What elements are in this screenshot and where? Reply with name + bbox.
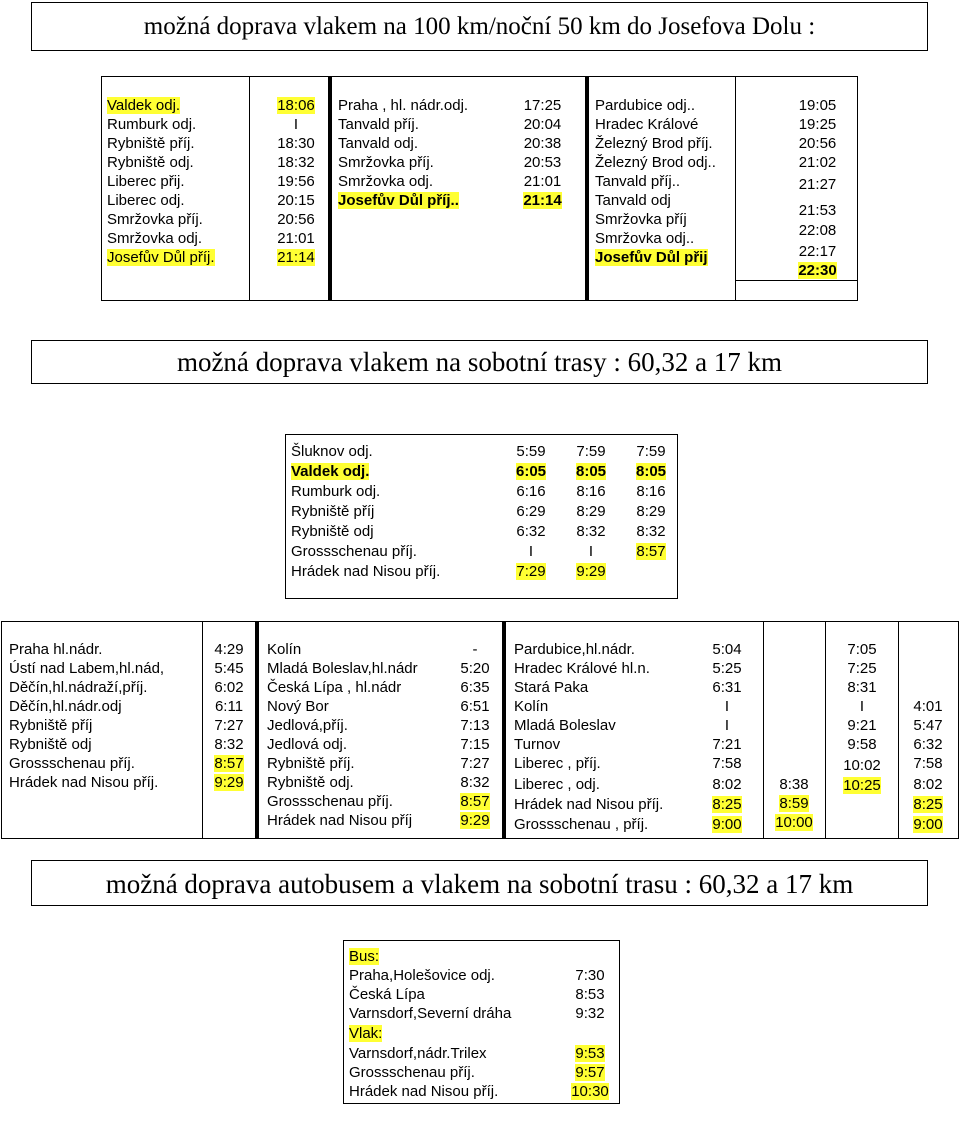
time: I	[859, 698, 865, 715]
station: Josefův Důl přij	[595, 249, 708, 266]
night-b-stations	[338, 96, 468, 210]
time: 8:59	[779, 795, 809, 812]
time: 22:30	[798, 262, 837, 279]
time: 18:30	[277, 135, 315, 152]
multi-p1-times	[204, 640, 254, 792]
time: 8:57	[214, 755, 244, 772]
time: 8:25	[913, 796, 943, 813]
station: Hrádek nad Nisou příj	[267, 812, 413, 829]
station: Smržovka odj..	[595, 230, 695, 247]
time: I	[724, 717, 730, 734]
saturday-stations	[291, 442, 440, 582]
saturday-times-1	[508, 442, 554, 582]
station: Liberec odj.	[107, 192, 185, 209]
night-b-times	[505, 96, 580, 210]
time: 10:25	[843, 777, 881, 794]
station: Rybniště příj.	[107, 135, 195, 152]
station: Rybniště příj	[291, 503, 375, 520]
night-table-border	[101, 76, 858, 301]
time: 10:02	[843, 757, 881, 774]
time: 9:00	[913, 816, 943, 833]
time: 20:04	[523, 116, 562, 133]
time: 7:59	[636, 443, 666, 460]
multi-p2-times	[450, 640, 500, 830]
train-label: Vlak:	[349, 1025, 383, 1042]
heading-saturday-train: možná doprava vlakem na sobotní trasy : 60,32 a 17 km	[31, 340, 928, 384]
station: Hrádek nad Nisou příj.	[514, 796, 664, 813]
multi-p6-times	[901, 697, 955, 834]
station: Hradec Králové hl.n.	[514, 660, 650, 677]
station: Tanvald příj..	[595, 173, 681, 190]
station: Pardubice odj..	[595, 97, 696, 114]
time: 8:57	[460, 793, 490, 810]
time: 8:38	[779, 776, 809, 793]
time: 7:15	[460, 736, 490, 753]
station: Děčín,hl.nádr.odj	[9, 698, 122, 715]
heading-bus-train: možná doprava autobusem a vlakem na sobotní trasu : 60,32 a 17 km	[31, 860, 928, 906]
station: Tanvald odj	[595, 192, 671, 209]
time: 6:32	[516, 523, 546, 540]
time: -	[472, 641, 478, 658]
station: Liberec , odj.	[514, 776, 600, 793]
bus-times	[566, 966, 614, 1101]
time: 18:32	[277, 154, 315, 171]
time: 9:29	[214, 774, 244, 791]
time: 6:35	[460, 679, 490, 696]
time: I	[528, 543, 534, 560]
station: Rybniště odj.	[107, 154, 194, 171]
station: Turnov	[514, 736, 561, 753]
time: 7:27	[460, 755, 490, 772]
time: 5:59	[516, 443, 546, 460]
time: 9:29	[576, 563, 606, 580]
night-c-times	[780, 96, 855, 280]
time: 6:51	[460, 698, 490, 715]
station: Valdek odj.	[291, 463, 370, 480]
time: 7:58	[712, 755, 742, 772]
time: 5:45	[214, 660, 244, 677]
station: Mladá Boleslav,hl.nádr	[267, 660, 418, 677]
time: 22:08	[798, 222, 837, 239]
time: 9:32	[575, 1005, 605, 1022]
station: Josefův Důl příj.	[107, 249, 215, 266]
time: 6:32	[913, 736, 943, 753]
station: Smržovka odj.	[338, 173, 434, 190]
multi-p4-times	[766, 775, 822, 832]
time: 8:32	[460, 774, 490, 791]
station: Kolín	[267, 641, 302, 658]
time: 19:25	[798, 116, 837, 133]
station: Grossschenau příj.	[349, 1064, 475, 1081]
time: I	[724, 698, 730, 715]
time: 9:21	[847, 717, 877, 734]
station: Rybniště odj	[291, 523, 374, 540]
station: Rumburk odj.	[107, 116, 197, 133]
time	[628, 562, 674, 582]
station: Rybniště příj	[9, 717, 93, 734]
station: Praha , hl. nádr.odj.	[338, 97, 469, 114]
time: 20:56	[798, 135, 837, 152]
station: Rumburk odj.	[291, 483, 381, 500]
multi-p2-stations	[267, 640, 418, 830]
time: 7:21	[712, 736, 742, 753]
station: Grossschenau , příj.	[514, 816, 649, 833]
time: 7:59	[576, 443, 606, 460]
station: Valdek odj.	[107, 97, 181, 114]
station: Hrádek nad Nisou příj.	[291, 563, 441, 580]
station: Rybniště odj	[9, 736, 92, 753]
station: Liberec přij.	[107, 173, 185, 190]
station: Praha,Holešovice odj.	[349, 967, 495, 984]
station: Josefův Důl příj..	[338, 192, 459, 209]
spacer	[566, 1023, 614, 1043]
time: 21:01	[523, 173, 562, 190]
station: Jedlová,příj.	[267, 717, 348, 734]
heading-night: možná doprava vlakem na 100 km/noční 50 km do Josefova Dolu :	[31, 2, 928, 51]
time: 8:02	[712, 776, 742, 793]
time: I	[293, 116, 299, 133]
time: 20:56	[277, 211, 315, 228]
station: Kolín	[514, 698, 549, 715]
time: 5:04	[712, 641, 742, 658]
station: Grossschenau příj.	[291, 543, 417, 560]
station: Rybniště odj.	[267, 774, 354, 791]
time: 10:00	[775, 814, 813, 831]
time: 7:25	[847, 660, 877, 677]
time: 6:11	[214, 698, 244, 715]
time: 7:27	[214, 717, 244, 734]
time: 21:53	[798, 202, 837, 219]
time: 4:01	[913, 698, 943, 715]
time: 7:05	[847, 641, 877, 658]
time: 6:05	[515, 463, 547, 480]
station: Grossschenau příj.	[9, 755, 135, 772]
time: 4:29	[214, 641, 244, 658]
time: 8:05	[635, 463, 667, 480]
time: 7:58	[913, 755, 943, 772]
time: 21:14	[523, 192, 562, 209]
time: 8:32	[214, 736, 244, 753]
bus-stations	[349, 947, 511, 1101]
station: Smržovka příj.	[107, 211, 203, 228]
time: 10:30	[571, 1083, 609, 1100]
time: 8:53	[575, 986, 605, 1003]
time: 9:53	[575, 1045, 605, 1062]
time: 8:29	[636, 503, 666, 520]
station: Ústí nad Labem,hl.nád,	[9, 660, 165, 677]
time: 9:29	[460, 812, 490, 829]
station: Smržovka příj.	[338, 154, 434, 171]
time: 20:15	[277, 192, 315, 209]
station: Hradec Králové	[595, 116, 699, 133]
time: 7:29	[516, 563, 546, 580]
time: 8:31	[847, 679, 877, 696]
station: Pardubice,hl.nádr.	[514, 641, 635, 658]
time: 18:06	[277, 97, 315, 114]
time: 5:25	[712, 660, 742, 677]
multi-p3-stations	[514, 640, 663, 834]
station: Česká Lípa	[349, 986, 425, 1003]
time: 8:16	[576, 483, 606, 500]
station: Liberec , příj.	[514, 755, 601, 772]
time: 7:30	[575, 967, 605, 984]
station: Česká Lípa , hl.nádr	[267, 679, 402, 696]
station: Varnsdorf,nádr.Trilex	[349, 1045, 487, 1062]
station: Železný Brod odj..	[595, 154, 716, 171]
time: 8:02	[913, 776, 943, 793]
night-a-stations	[107, 96, 215, 267]
time: 5:20	[460, 660, 490, 677]
station: Hrádek nad Nisou příj.	[349, 1083, 499, 1100]
time: 8:32	[576, 523, 606, 540]
multi-p1-stations	[9, 640, 164, 792]
time: 17:25	[523, 97, 562, 114]
time: 21:01	[277, 230, 315, 247]
time: 8:05	[575, 463, 607, 480]
station: Nový Bor	[267, 698, 329, 715]
station: Jedlová odj.	[267, 736, 348, 753]
multi-p3-times	[702, 640, 752, 834]
station: Stará Paka	[514, 679, 589, 696]
station: Tanvald příj.	[338, 116, 419, 133]
station: Smržovka příj	[595, 211, 687, 228]
time: 21:02	[798, 154, 837, 171]
night-c-stations	[595, 96, 716, 267]
station: Tanvald odj.	[338, 135, 419, 152]
time: 6:02	[214, 679, 244, 696]
time: 20:38	[523, 135, 562, 152]
time: 6:16	[516, 483, 546, 500]
station: Grossschenau příj.	[267, 793, 393, 810]
time: 6:31	[712, 679, 742, 696]
multi-p5-times	[829, 640, 895, 795]
time: 9:00	[712, 816, 742, 833]
station: Hrádek nad Nisou příj.	[9, 774, 159, 791]
station: Smržovka odj.	[107, 230, 203, 247]
time: 8:57	[636, 543, 666, 560]
night-a-times	[265, 96, 327, 267]
station: Děčín,hl.nádraží,příj.	[9, 679, 148, 696]
station: Varnsdorf,Severní dráha	[349, 1005, 512, 1022]
time: 9:58	[847, 736, 877, 753]
time: 19:56	[277, 173, 315, 190]
station: Šluknov odj.	[291, 443, 373, 460]
time: 6:29	[516, 503, 546, 520]
time: 8:29	[576, 503, 606, 520]
saturday-times-3	[628, 442, 674, 582]
time: 8:25	[712, 796, 742, 813]
time: 21:27	[798, 176, 837, 193]
station: Mladá Boleslav	[514, 717, 616, 734]
time: 8:16	[636, 483, 666, 500]
time: 19:05	[798, 97, 837, 114]
time: 20:53	[523, 154, 562, 171]
time: I	[588, 543, 594, 560]
station: Praha hl.nádr.	[9, 641, 103, 658]
bus-label: Bus:	[349, 948, 380, 965]
time: 7:13	[460, 717, 490, 734]
station: Rybniště příj.	[267, 755, 355, 772]
time: 8:32	[636, 523, 666, 540]
time: 9:57	[575, 1064, 605, 1081]
time: 22:17	[798, 243, 837, 260]
saturday-times-2	[568, 442, 614, 582]
time: 5:47	[913, 717, 943, 734]
time: 21:14	[277, 249, 315, 266]
station: Železný Brod příj.	[595, 135, 713, 152]
